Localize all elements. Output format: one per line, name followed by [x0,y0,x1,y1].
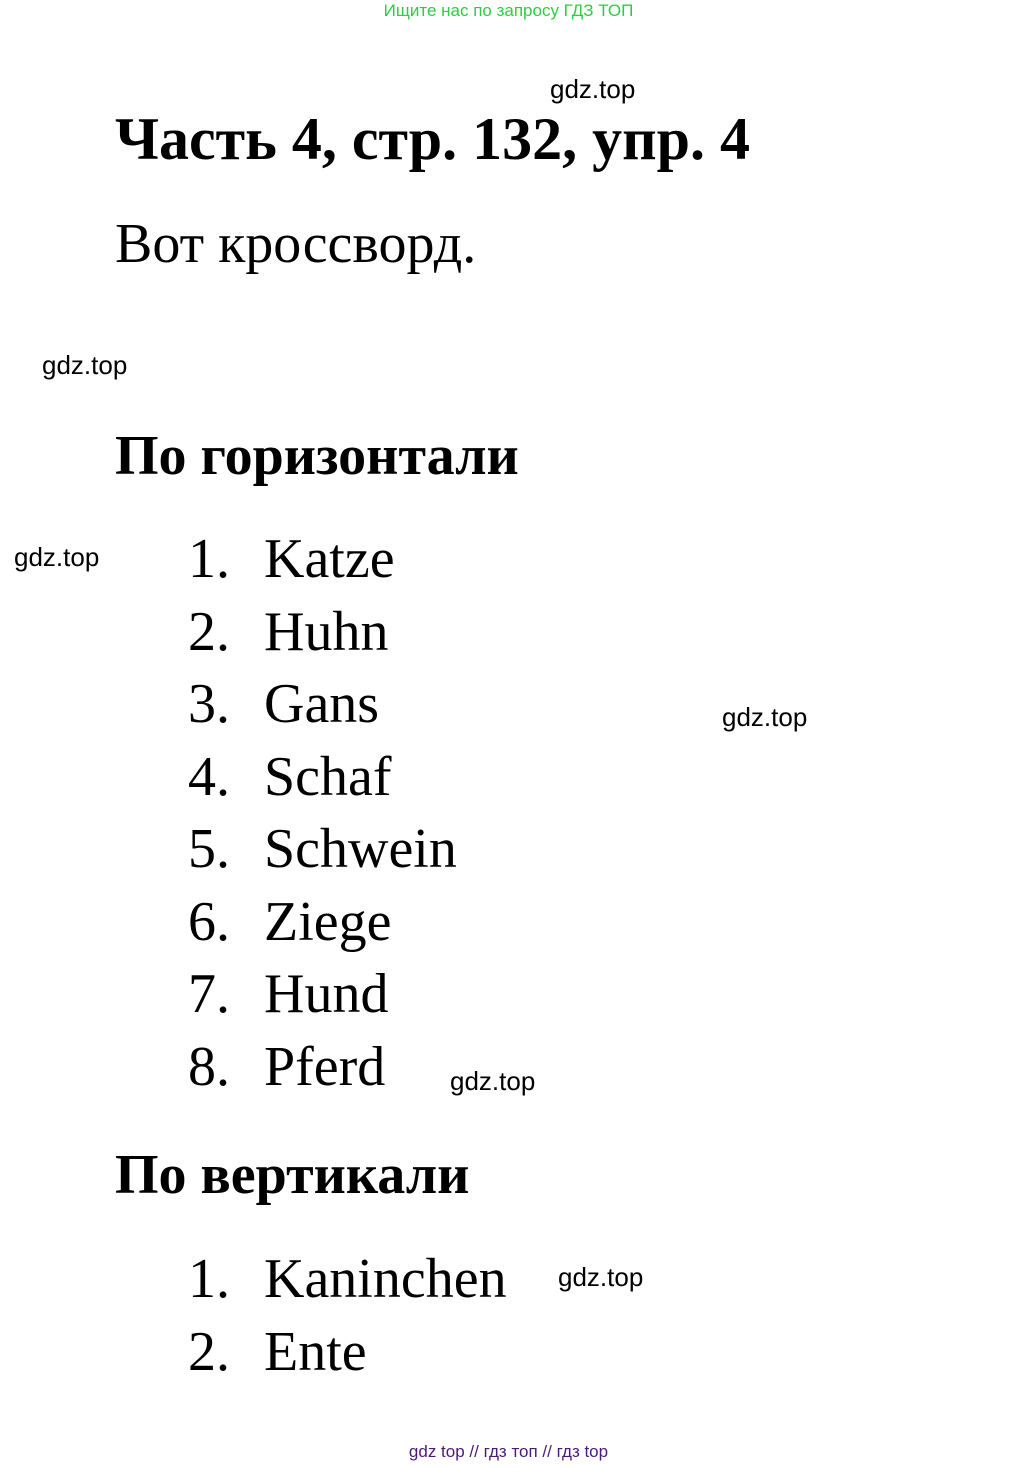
horizontal-heading: По горизонтали [115,425,519,487]
item-word: Schwein [264,818,457,880]
list-item [188,958,457,1031]
footer-links: gdz top // гдз топ // гдз top [408,1442,609,1461]
item-number: 5. [188,818,230,880]
watermark: gdz.top [722,702,808,732]
item-word: Huhn [264,600,389,663]
top-banner: Ищите нас по запросу ГДЗ ТОП [383,1,634,20]
item-number: 8. [188,1035,230,1098]
watermark: gdz.top [550,74,636,104]
watermark: gdz.top [558,1262,644,1292]
list-item [188,1031,457,1104]
item-number: 1. [188,528,230,590]
list-item [188,1316,507,1389]
watermark: gdz.top [42,350,128,380]
page-title: Часть 4, стр. 132, упр. 4 [115,106,751,172]
item-number: 2. [188,600,230,663]
watermark: gdz.top [14,542,100,572]
list-item [188,523,457,596]
item-number: 7. [188,963,230,1025]
item-word: Kaninchen [264,1248,507,1310]
list-item [188,886,457,959]
item-number: 4. [188,745,230,808]
horizontal-list [188,523,457,1103]
item-word: Gans [264,673,380,735]
item-word: Katze [264,528,395,590]
item-number: 3. [188,673,230,735]
item-word: Ziege [264,890,392,953]
vertical-list [188,1243,507,1388]
list-item [188,668,457,741]
list-item [188,1243,507,1316]
item-number: 6. [188,890,230,953]
vertical-heading: По вертикали [115,1144,470,1206]
intro-text: Вот кроссворд. [115,213,477,275]
list-item [188,596,457,669]
list-item [188,741,457,814]
item-word: Pferd [264,1035,386,1098]
item-word: Hund [264,963,389,1025]
list-item [188,813,457,886]
watermark: gdz.top [450,1066,536,1096]
item-number: 2. [188,1320,230,1383]
item-number: 1. [188,1248,230,1310]
item-word: Ente [264,1320,367,1383]
item-word: Schaf [264,745,392,808]
